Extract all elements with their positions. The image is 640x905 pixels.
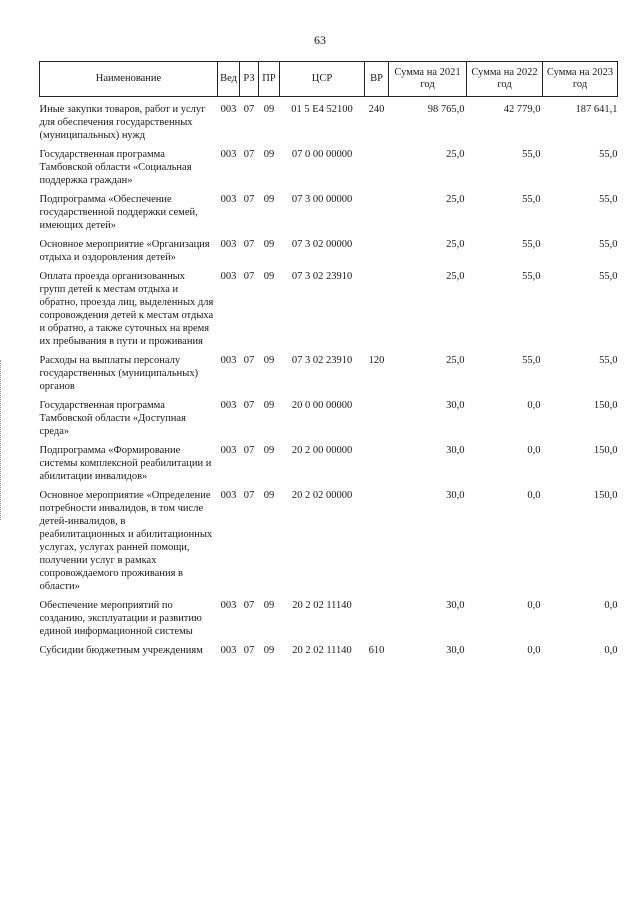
row-rz: 07 <box>243 490 255 501</box>
row-sum-2023: 55,0 <box>599 355 618 366</box>
row-rz: 07 <box>243 355 255 366</box>
header-rz: РЗ <box>240 62 259 97</box>
row-sum-2021: 30,0 <box>446 400 465 411</box>
row-sum-2023: 187 641,1 <box>575 104 618 115</box>
row-ved: 003 <box>220 149 237 160</box>
row-vr <box>365 238 389 270</box>
row-vr: 120 <box>368 355 385 366</box>
row-sum-2023: 150,0 <box>593 400 618 411</box>
budget-table <box>39 61 618 663</box>
header-pr: ПР <box>259 62 280 97</box>
row-sum-2021: 25,0 <box>446 194 465 205</box>
row-sum-2021: 25,0 <box>446 355 465 366</box>
row-rz: 07 <box>243 400 255 411</box>
table-row <box>40 444 618 489</box>
table-row <box>40 489 618 599</box>
row-rz: 07 <box>243 271 255 282</box>
row-name: Государственная программа Тамбовской области «Доступная среда» <box>39 400 186 437</box>
row-sum-2022: 55,0 <box>522 149 541 160</box>
row-name: Подпрограмма «Обеспечение государственной поддержки семей, имеющих детей» <box>39 194 198 231</box>
header-csr: ЦСР <box>280 62 365 97</box>
row-name: Расходы на выплаты персоналу государственных (муниципальных) органов <box>39 355 199 392</box>
margin-mark <box>0 360 4 520</box>
row-sum-2021: 98 765,0 <box>427 104 465 115</box>
row-name: Государственная программа Тамбовской области «Социальная поддержка граждан» <box>39 149 192 186</box>
row-sum-2022: 55,0 <box>522 271 541 282</box>
row-sum-2021: 25,0 <box>446 271 465 282</box>
row-sum-2022: 42 779,0 <box>503 104 541 115</box>
row-sum-2021: 30,0 <box>446 490 465 501</box>
row-rz: 07 <box>243 445 255 456</box>
row-csr: 20 0 00 00000 <box>291 400 353 411</box>
row-sum-2022: 0,0 <box>527 645 541 656</box>
row-vr: 610 <box>368 645 385 656</box>
row-vr <box>365 399 389 444</box>
row-pr: 09 <box>263 271 275 282</box>
row-sum-2023: 150,0 <box>593 490 618 501</box>
row-sum-2023: 0,0 <box>604 645 618 656</box>
row-sum-2021: 25,0 <box>446 149 465 160</box>
row-ved: 003 <box>220 271 237 282</box>
row-sum-2022: 55,0 <box>522 239 541 250</box>
row-name: Иные закупки товаров, работ и услуг для обеспечения государственных (муниципальных) нужд <box>39 104 206 141</box>
row-csr: 07 0 00 00000 <box>291 149 353 160</box>
row-pr: 09 <box>263 600 275 611</box>
table-row <box>40 193 618 238</box>
row-name: Подпрограмма «Формирование системы комплексной реабилитации и абилитации инвалидов» <box>39 445 212 482</box>
row-sum-2023: 150,0 <box>593 445 618 456</box>
row-vr <box>365 444 389 489</box>
row-sum-2022: 0,0 <box>527 445 541 456</box>
row-csr: 01 5 E4 52100 <box>291 104 353 115</box>
row-csr: 20 2 02 11140 <box>292 645 352 656</box>
row-name: Основное мероприятие «Организация отдыха и оздоровления детей» <box>39 239 210 263</box>
row-vr <box>365 599 389 644</box>
table-row <box>40 399 618 444</box>
row-name: Оплата проезда организованных групп детей к местам отдыха и обратно, проезда лиц, выделенных для сопровождения детей к местам отдыха и обратно, а также суточных на время их пребывания в пути и проживания <box>39 271 214 347</box>
row-csr: 07 3 00 00000 <box>291 194 353 205</box>
page-number: 63 <box>314 33 326 47</box>
row-csr: 20 2 00 00000 <box>291 445 353 456</box>
row-sum-2023: 55,0 <box>599 239 618 250</box>
row-sum-2022: 55,0 <box>522 355 541 366</box>
row-ved: 003 <box>220 645 237 656</box>
row-ved: 003 <box>220 445 237 456</box>
row-sum-2023: 55,0 <box>599 194 618 205</box>
row-sum-2021: 30,0 <box>446 445 465 456</box>
header-ved: Вед <box>218 62 240 97</box>
row-pr: 09 <box>263 104 275 115</box>
row-ved: 003 <box>220 400 237 411</box>
row-vr: 240 <box>368 104 385 115</box>
row-sum-2022: 0,0 <box>527 400 541 411</box>
table-row <box>40 354 618 399</box>
header-vr: ВР <box>365 62 389 97</box>
header-sum-2023: Сумма на 2023 год <box>543 62 618 97</box>
row-pr: 09 <box>263 490 275 501</box>
row-csr: 07 3 02 00000 <box>291 239 353 250</box>
row-csr: 07 3 02 23910 <box>291 355 353 366</box>
row-ved: 003 <box>220 600 237 611</box>
row-sum-2021: 25,0 <box>446 239 465 250</box>
row-sum-2021: 30,0 <box>446 600 465 611</box>
row-sum-2022: 0,0 <box>527 600 541 611</box>
header-sum-2021: Сумма на 2021 год <box>389 62 467 97</box>
row-sum-2023: 55,0 <box>599 271 618 282</box>
row-name: Субсидии бюджетным учреждениям <box>39 645 203 656</box>
header-name: Наименование <box>40 62 218 97</box>
row-csr: 20 2 02 00000 <box>291 490 353 501</box>
row-ved: 003 <box>220 194 237 205</box>
row-rz: 07 <box>243 239 255 250</box>
row-ved: 003 <box>220 104 237 115</box>
row-name: Обеспечение мероприятий по созданию, эксплуатации и развитию единой информационной системы <box>39 600 202 637</box>
row-sum-2022: 55,0 <box>522 194 541 205</box>
row-pr: 09 <box>263 149 275 160</box>
row-ved: 003 <box>220 355 237 366</box>
row-rz: 07 <box>243 645 255 656</box>
row-sum-2021: 30,0 <box>446 645 465 656</box>
row-ved: 003 <box>220 490 237 501</box>
table-row <box>40 644 618 663</box>
row-name: Основное мероприятие «Определение потребности инвалидов, в том числе детей-инвалидов, в реабилитационных и абилитационных услугах, услугах ранней помощи, получении услуг в рамках сопровождаемого проживания в области» <box>39 490 213 592</box>
row-vr <box>365 148 389 193</box>
row-csr: 07 3 02 23910 <box>291 271 353 282</box>
row-csr: 20 2 02 11140 <box>292 600 352 611</box>
table-header-row <box>40 62 618 97</box>
table-row <box>40 148 618 193</box>
table-row <box>40 599 618 644</box>
header-sum-2022: Сумма на 2022 год <box>467 62 543 97</box>
table-row <box>40 238 618 270</box>
row-rz: 07 <box>243 194 255 205</box>
row-pr: 09 <box>263 445 275 456</box>
row-vr <box>365 193 389 238</box>
row-sum-2022: 0,0 <box>527 490 541 501</box>
row-pr: 09 <box>263 355 275 366</box>
row-sum-2023: 0,0 <box>604 600 618 611</box>
row-rz: 07 <box>243 600 255 611</box>
row-pr: 09 <box>263 194 275 205</box>
table-row <box>40 103 618 148</box>
row-pr: 09 <box>263 645 275 656</box>
row-rz: 07 <box>243 104 255 115</box>
row-vr <box>365 489 389 599</box>
row-vr <box>365 270 389 354</box>
row-pr: 09 <box>263 400 275 411</box>
table-row <box>40 270 618 354</box>
row-sum-2023: 55,0 <box>599 149 618 160</box>
row-rz: 07 <box>243 149 255 160</box>
row-ved: 003 <box>220 239 237 250</box>
row-pr: 09 <box>263 239 275 250</box>
